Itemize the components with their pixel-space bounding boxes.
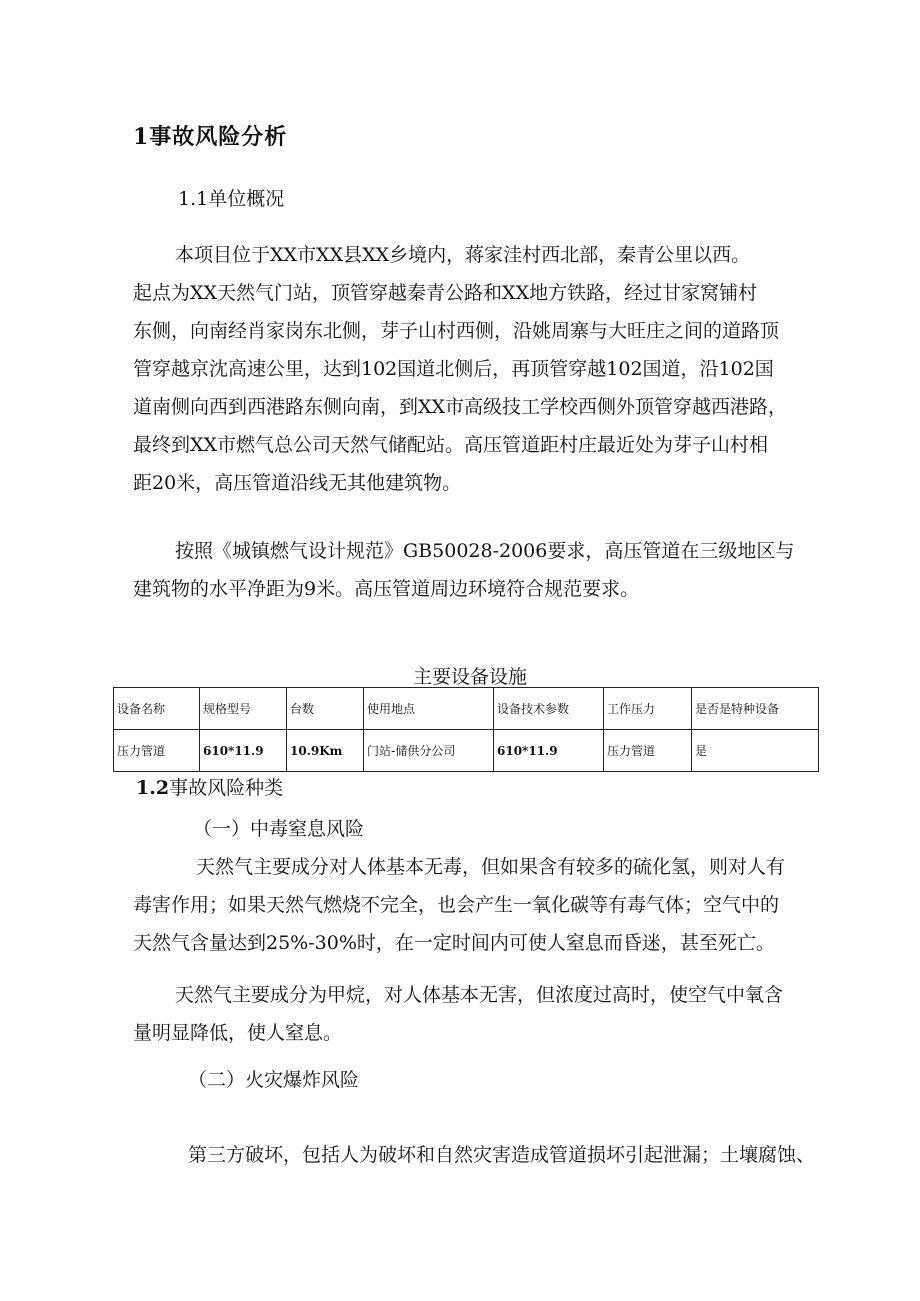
paragraph-line: 毒害作用；如果天然气燃烧不完全，也会产生一氧化碳等有毒气体；空气中的 [133,894,780,916]
paragraph-standard [133,532,833,608]
paragraph-line: 天然气含量达到25%-30%时，在一定时间内可使人窒息而昏迷，甚至死亡。 [133,932,775,954]
paragraph-third-party [188,1136,888,1174]
paragraph-line: 道南侧向西到西港路东侧向南，到XX市高级技工学校西侧外顶管穿越西港路， [133,396,788,418]
table-header-cell: 工作压力 [604,688,692,730]
paragraph-line: 第三方破坏，包括人为破坏和自然灾害造成管道损坏引起泄漏；土壤腐蚀、 [188,1144,816,1166]
paragraph-line: 量明显降低，使人窒息。 [133,1022,343,1044]
table-header-cell: 台数 [287,688,364,730]
section-title: 事故风险种类 [169,777,284,799]
section-heading-1-2 [136,773,283,800]
paragraph-unit-overview [133,236,833,502]
table-cell: 压力管道 [114,730,200,772]
table-cell: 是 [692,730,819,772]
paragraph-line: 起点为XX天然气门站，顶管穿越秦青公路和XX地方铁路，经过甘家窝铺村 [133,282,758,304]
paragraph-methane [133,976,833,1052]
paragraph-line: 天然气主要成分为甲烷，对人体基本无害，但浓度过高时，使空气中氧含 [175,984,784,1006]
paragraph-line: 距20米，高压管道沿线无其他建筑物。 [133,472,462,494]
table-cell: 压力管道 [604,730,692,772]
paragraph-line: 本项目位于XX市XX县XX乡境内，蒋家洼村西北部，秦青公里以西。 [175,244,751,266]
table-cell: 10.9Km [287,730,364,772]
paragraph-poisoning [133,848,833,962]
table-cell: 610*11.9 [200,730,287,772]
section-number: 1.2 [136,777,170,799]
table-cell: 610*11.9 [494,730,604,772]
section-heading-1-1: 1.1单位概况 [178,188,285,210]
table-header-cell: 是否是特种设备 [692,688,819,730]
table-header-cell: 设备名称 [114,688,200,730]
paragraph-line: 建筑物的水平净距为9米。高压管道周边环境符合规范要求。 [133,578,640,600]
subsection-fire-explosion: （二）火灾爆炸风险 [188,1069,360,1091]
paragraph-line: 管穿越京沈高速公里，达到102国道北侧后，再顶管穿越102国道，沿102国 [133,358,774,380]
table-header-cell: 使用地点 [364,688,494,730]
paragraph-line: 按照《城镇燃气设计规范》GB50028-2006要求，高压管道在三级地区与 [175,540,795,562]
table-row [114,730,819,772]
paragraph-line: 最终到XX市燃气总公司天然气储配站。高压管道距村庄最近处为芽子山村相 [133,434,769,456]
table-cell: 门站-储供分公司 [364,730,494,772]
table-caption: 主要设备设施 [413,666,528,688]
table-header-row [114,688,819,730]
table-header-cell: 规格型号 [200,688,287,730]
section-heading-1: 1事故风险分析 [133,124,288,150]
subsection-poisoning: （一）中毒窒息风险 [193,818,365,840]
paragraph-line: 天然气主要成分对人体基本无毒，但如果含有较多的硫化氢，则对人有 [196,856,786,878]
paragraph-line: 东侧，向南经肖家岗东北侧，芽子山村西侧，沿姚周寨与大旺庄之间的道路顶 [133,320,780,342]
equipment-table [113,687,819,772]
table-header-cell: 设备技术参数 [494,688,604,730]
